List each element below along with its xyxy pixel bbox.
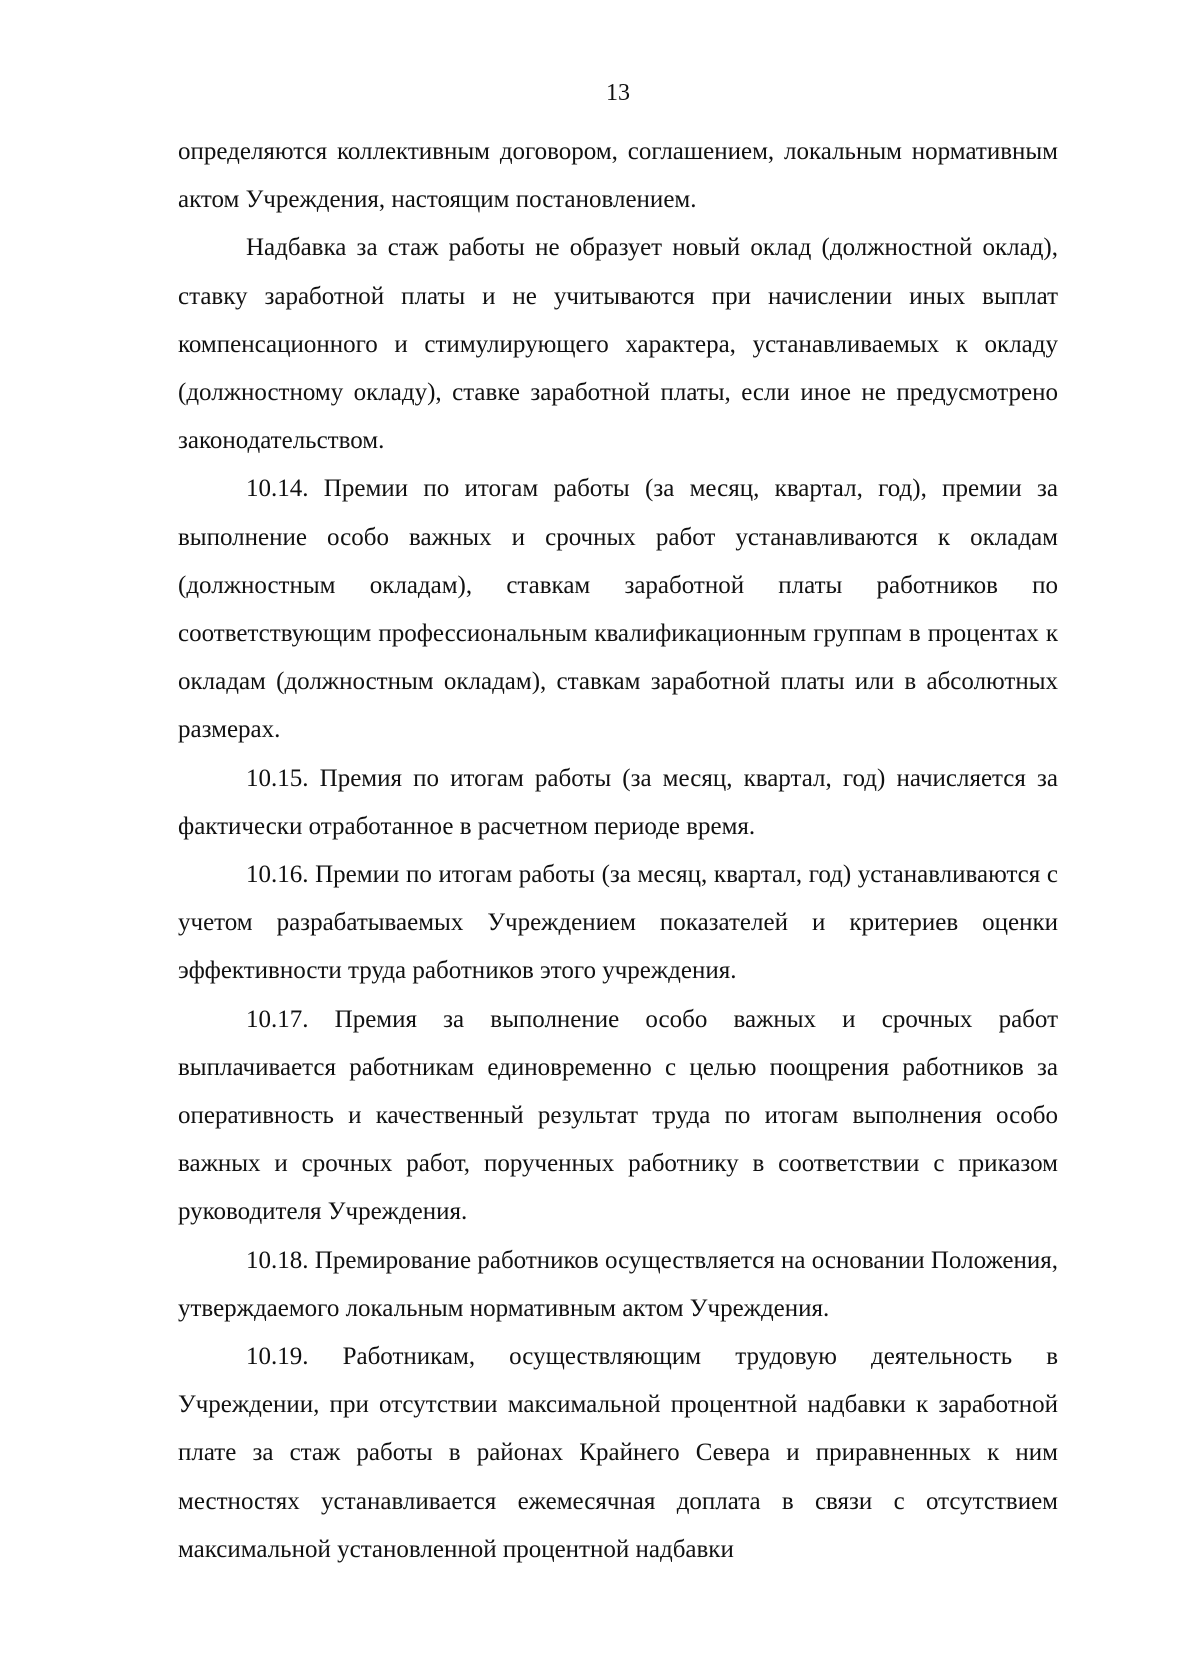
paragraph-10-19: 10.19. Работникам, осуществляющим трудовую деятельность в Учреждении, при отсутствии максимальной процентной надбавки к заработной плате за стаж работы в районах Крайнего Севера и приравненных к ним местностях устанавливается ежемесячная доплата в связи с отсутствием максимальной установленной процентной надбавки [178, 1343, 1058, 1563]
paragraph-10-15: 10.15. Премия по итогам работы (за месяц, квартал, год) начисляется за фактически отработанное в расчетном периоде время. [178, 764, 1058, 840]
paragraph-10-14: 10.14. Премии по итогам работы (за месяц, квартал, год), премии за выполнение особо важных и срочных работ устанавливаются к окладам (должностным окладам), ставкам заработной платы работников по соответствующим профессиональным квалификационным группам в процентах к окладам (должностным окладам), ставкам заработной платы или в абсолютных размерах. [178, 475, 1058, 744]
paragraph-10-17: 10.17. Премия за выполнение особо важных и срочных работ выплачивается работникам единовременно с целью поощрения работников за оперативность и качественный результат труда по итогам выполнения особо важных и срочных работ, порученных работнику в соответствии с приказом руководителя Учреждения. [178, 1005, 1058, 1226]
paragraph-10-16: 10.16. Премии по итогам работы (за месяц, квартал, год) устанавливаются с учетом разрабатываемых Учреждением показателей и критериев оценки эффективности труда работников этого учреждения. [178, 861, 1058, 985]
page-number: 13 [606, 80, 630, 106]
paragraph-nadbavka: Надбавка за стаж работы не образует новый оклад (должностной оклад), ставку заработной платы и не учитываются при начислении иных выплат компенсационного и стимулирующего характера, устанавливаемых к окладу (должностному окладу), ставке заработной платы, если иное не предусмотрено законодательством. [178, 234, 1058, 455]
document-body [178, 128, 1058, 1574]
paragraph-10-18: 10.18. Премирование работников осуществляется на основании Положения, утверждаемого локальным нормативным актом Учреждения. [178, 1246, 1058, 1322]
paragraph-continuation: определяются коллективным договором, соглашением, локальным нормативным актом Учреждения, настоящим постановлением. [178, 138, 1058, 214]
